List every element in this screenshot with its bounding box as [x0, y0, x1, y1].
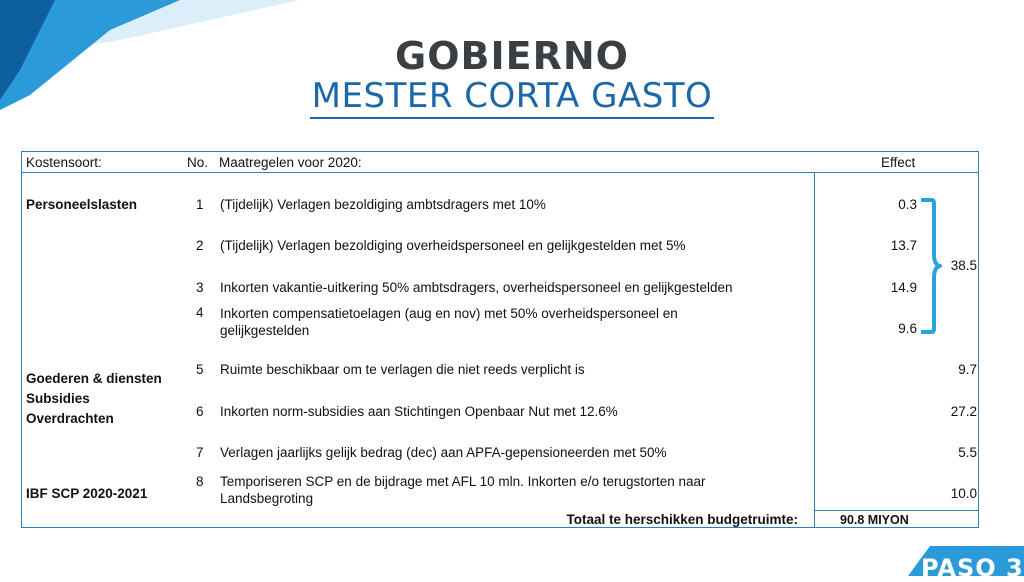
row-7-no: 7: [196, 445, 204, 460]
row-5-effect: 9.7: [958, 362, 977, 377]
category-personeelslasten: Personeelslasten: [26, 197, 138, 212]
row-3-no: 3: [196, 280, 204, 295]
subtitle-text: MESTER CORTA GASTO: [310, 76, 715, 119]
category-ibf-scp: IBF SCP 2020-2021: [26, 486, 148, 501]
row-7-effect: 5.5: [958, 445, 977, 460]
row-2-effect: 13.7: [890, 238, 917, 253]
category-overdrachten: Overdrachten: [26, 411, 114, 426]
row-4-measure: Inkorten compensatietoelagen (aug en nov) met 50% overheidspersoneel en gelijkgestelden: [220, 306, 678, 338]
row-2-measure: (Tijdelijk) Verlagen bezoldiging overheidspersoneel en gelijkgestelden met 5%: [220, 238, 686, 253]
row-8-effect: 10.0: [950, 486, 977, 501]
total-value: 90.8 MIYON: [840, 513, 909, 527]
category-goederen-diensten: Goederen & diensten: [26, 371, 162, 386]
column-header-measures: Maatregelen voor 2020:: [219, 155, 362, 170]
page-title: GOBIERNO: [395, 34, 629, 78]
step-label: PASO 3: [921, 554, 1024, 582]
row-6-no: 6: [196, 404, 204, 419]
row-2-no: 2: [196, 238, 204, 253]
row-6-measure: Inkorten norm-subsidies aan Stichtingen Openbaar Nut met 12.6%: [220, 404, 618, 419]
row-8-no: 8: [196, 474, 204, 489]
header-divider: [22, 172, 978, 173]
row-3-measure: Inkorten vakantie-uitkering 50% ambtsdragers, overheidspersoneel en gelijkgestelden: [220, 280, 733, 295]
row-6-effect: 27.2: [950, 404, 977, 419]
row-5-measure: Ruimte beschikbaar om te verlagen die niet reeds verplicht is: [220, 362, 585, 377]
page-subtitle: [0, 76, 1024, 116]
column-header-effect: Effect: [881, 155, 916, 170]
row-8-measure: Temporiseren SCP en de bijdrage met AFL 10 mln. Inkorten e/o terugstorten naar Landsbegroting: [220, 474, 706, 506]
row-5-no: 5: [196, 362, 204, 377]
row-4-no: 4: [196, 305, 204, 320]
row-1-effect: 0.3: [898, 197, 917, 212]
row-1-measure: (Tijdelijk) Verlagen bezoldiging ambtsdragers met 10%: [220, 197, 546, 212]
personnel-subtotal: 38.5: [950, 258, 977, 273]
row-4-effect: 9.6: [898, 321, 917, 336]
column-header-no: No.: [187, 155, 209, 170]
row-7-measure: Verlagen jaarlijks gelijk bedrag (dec) aan APFA-gepensioneerden met 50%: [220, 445, 667, 460]
row-1-no: 1: [196, 197, 204, 212]
category-subsidies: Subsidies: [26, 391, 90, 406]
total-divider: [814, 510, 978, 511]
row-3-effect: 14.9: [890, 280, 917, 295]
total-label: Totaal te herschikken budgetruimte:: [566, 512, 798, 527]
column-header-cost-type: Kostensoort:: [26, 155, 102, 170]
curly-brace-icon: [918, 198, 946, 334]
effect-column-divider: [814, 172, 815, 527]
budget-measures-table: [21, 151, 979, 528]
